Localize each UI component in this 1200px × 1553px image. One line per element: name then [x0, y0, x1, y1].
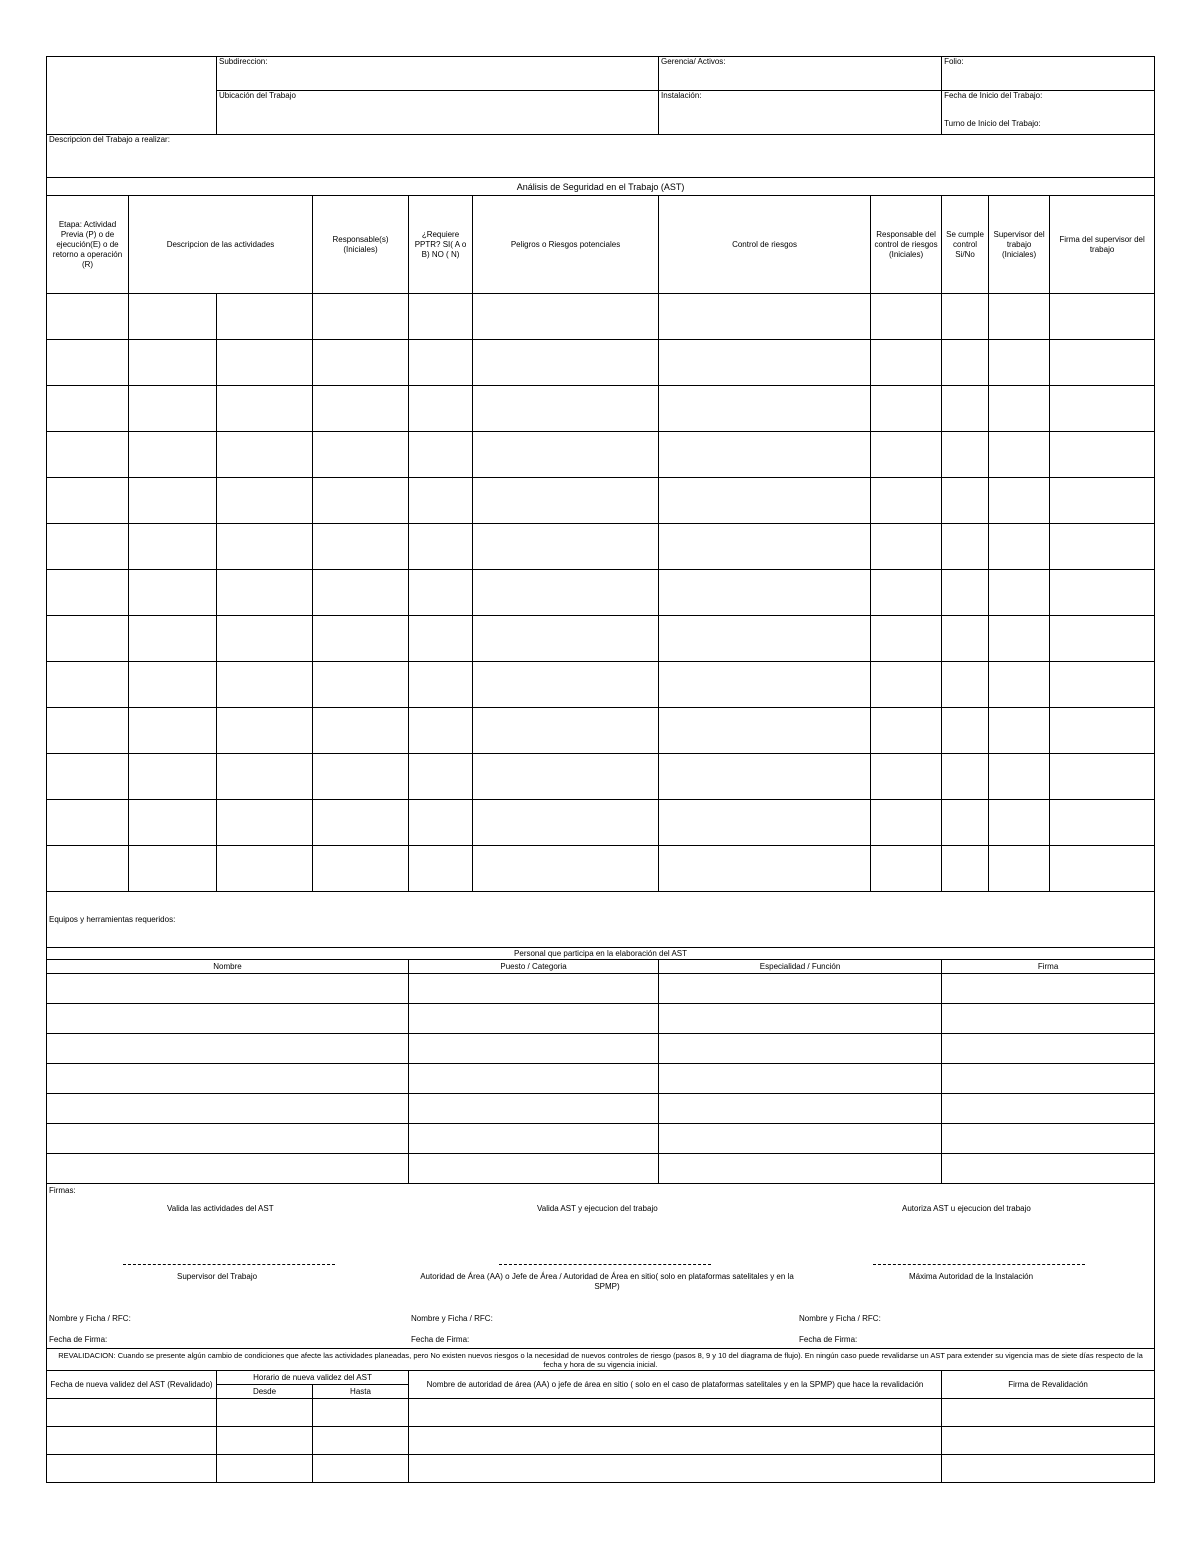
- firma-supervisor-line[interactable]: [123, 1264, 335, 1265]
- reval-col-nombre-autoridad: Nombre de autoridad de área (AA) o jefe de área en sitio ( solo en el caso de plataformas satelitales y en la SPMP) que hace la revalidación: [409, 1371, 942, 1399]
- gerencia-field[interactable]: [659, 57, 942, 91]
- nombre-ficha-3: Nombre y Ficha / RFC:: [799, 1314, 881, 1323]
- autoridad-area-label: Autoridad de Área (AA) o Jefe de Área / Autoridad de Área en sitio( solo en plataformas satelitales y en la SPMP): [420, 1272, 794, 1291]
- col-responsable-control: Responsable del control de riesgos (Iniciales): [871, 196, 942, 294]
- firmas-label: Firmas:: [49, 1186, 76, 1195]
- revalidacion-text: REVALIDACION: Cuando se presente algún cambio de condiciones que afecte las actividades planeadas, pero No existen nuevos riesgos o la necesidad de nuevos controles de riesgo (pasos 8, 9 y 10 del diagrama de flujo). En ningún caso puede revalidarse un AST para extender su vigencia mas de siete días respecto de la fecha y hora de su vigencia inicial.: [47, 1349, 1155, 1371]
- ubicacion-field[interactable]: [217, 91, 659, 135]
- personal-row[interactable]: [47, 1064, 1155, 1094]
- ast-row[interactable]: [47, 662, 1155, 708]
- personal-col-firma: Firma: [942, 960, 1155, 974]
- firma-autoridad-line[interactable]: [499, 1264, 711, 1265]
- autoriza-label: Autoriza AST u ejecucion del trabajo: [902, 1204, 1031, 1213]
- instalacion-field[interactable]: [659, 91, 942, 135]
- ast-row[interactable]: [47, 386, 1155, 432]
- descripcion-field[interactable]: [47, 135, 1155, 178]
- valida-ejecucion-label: Valida AST y ejecucion del trabajo: [537, 1204, 658, 1213]
- personal-row[interactable]: [47, 1124, 1155, 1154]
- personal-row[interactable]: [47, 974, 1155, 1004]
- logo-cell: [47, 57, 217, 135]
- valida-actividades-label: Valida las actividades del AST: [167, 1204, 274, 1213]
- col-firma-supervisor: Firma del supervisor del trabajo: [1050, 196, 1155, 294]
- supervisor-label: Supervisor del Trabajo: [177, 1272, 258, 1281]
- ast-row[interactable]: [47, 754, 1155, 800]
- ast-form: [46, 56, 1154, 1483]
- personal-row[interactable]: [47, 1154, 1155, 1184]
- nombre-ficha-2: Nombre y Ficha / RFC:: [411, 1314, 493, 1323]
- fecha-firma-3: Fecha de Firma:: [799, 1335, 858, 1344]
- personal-row[interactable]: [47, 1004, 1155, 1034]
- ast-row[interactable]: [47, 570, 1155, 616]
- col-descripcion: Descripcion de las actividades: [129, 196, 313, 294]
- ast-row[interactable]: [47, 800, 1155, 846]
- maxima-autoridad-label: Máxima Autoridad de la Instalación: [909, 1272, 1034, 1281]
- reval-col-fecha: Fecha de nueva validez del AST (Revalidado): [47, 1371, 217, 1399]
- personal-col-nombre: Nombre: [47, 960, 409, 974]
- ast-row[interactable]: [47, 616, 1155, 662]
- reval-row[interactable]: [47, 1399, 1155, 1427]
- personal-title: Personal que participa en la elaboración del AST: [47, 948, 1155, 960]
- col-se-cumple: Se cumple control Si/No: [942, 196, 989, 294]
- fecha-firma-1: Fecha de Firma:: [49, 1335, 108, 1344]
- personal-row[interactable]: [47, 1094, 1155, 1124]
- equipos-label: Equipos y herramientas requeridos:: [49, 914, 176, 924]
- nombre-ficha-1: Nombre y Ficha / RFC:: [49, 1314, 131, 1323]
- firmas-section: [47, 1184, 1155, 1349]
- folio-field[interactable]: [942, 57, 1155, 91]
- reval-col-hasta: Hasta: [313, 1385, 409, 1399]
- ast-row[interactable]: [47, 524, 1155, 570]
- col-etapa: Etapa: Actividad Previa (P) o de ejecución(E) o de retorno a operación (R): [47, 196, 129, 294]
- fecha-inicio-label: Fecha de Inicio del Trabajo:: [944, 91, 1043, 100]
- equipos-field[interactable]: [47, 892, 1155, 948]
- descripcion-label: Descripcion del Trabajo a realizar:: [49, 135, 170, 144]
- fecha-firma-2: Fecha de Firma:: [411, 1335, 470, 1344]
- col-peligros: Peligros o Riesgos potenciales: [473, 196, 659, 294]
- instalacion-label: Instalación:: [661, 91, 702, 100]
- folio-label: Folio:: [944, 57, 964, 66]
- col-requiere-pptr: ¿Requiere PPTR? SI( A o B) NO ( N): [409, 196, 473, 294]
- reval-col-horario: Horario de nueva validez del AST: [217, 1371, 409, 1385]
- col-responsables: Responsable(s) (Iniciales): [313, 196, 409, 294]
- firma-maxima-line[interactable]: [873, 1264, 1085, 1265]
- fecha-turno-field[interactable]: [942, 91, 1155, 135]
- reval-row[interactable]: [47, 1455, 1155, 1483]
- personal-col-especialidad: Especialidad / Función: [659, 960, 942, 974]
- personal-row[interactable]: [47, 1034, 1155, 1064]
- ast-row[interactable]: [47, 478, 1155, 524]
- subdireccion-field[interactable]: [217, 57, 659, 91]
- ast-row[interactable]: [47, 708, 1155, 754]
- ast-row[interactable]: [47, 846, 1155, 892]
- turno-inicio-label: Turno de Inicio del Trabajo:: [944, 119, 1041, 128]
- col-supervisor: Supervisor del trabajo (Iniciales): [989, 196, 1050, 294]
- ast-row[interactable]: [47, 340, 1155, 386]
- form-table: [46, 56, 1155, 1483]
- subdireccion-label: Subdireccion:: [219, 57, 268, 66]
- reval-col-desde: Desde: [217, 1385, 313, 1399]
- reval-row[interactable]: [47, 1427, 1155, 1455]
- reval-col-firma: Firma de Revalidación: [942, 1371, 1155, 1399]
- ubicacion-label: Ubicación del Trabajo: [219, 91, 296, 100]
- ast-title: Análisis de Seguridad en el Trabajo (AST): [47, 178, 1155, 196]
- personal-col-puesto: Puesto / Categoria: [409, 960, 659, 974]
- ast-row[interactable]: [47, 432, 1155, 478]
- col-control: Control de riesgos: [659, 196, 871, 294]
- gerencia-label: Gerencia/ Activos:: [661, 57, 726, 66]
- ast-row[interactable]: [47, 294, 1155, 340]
